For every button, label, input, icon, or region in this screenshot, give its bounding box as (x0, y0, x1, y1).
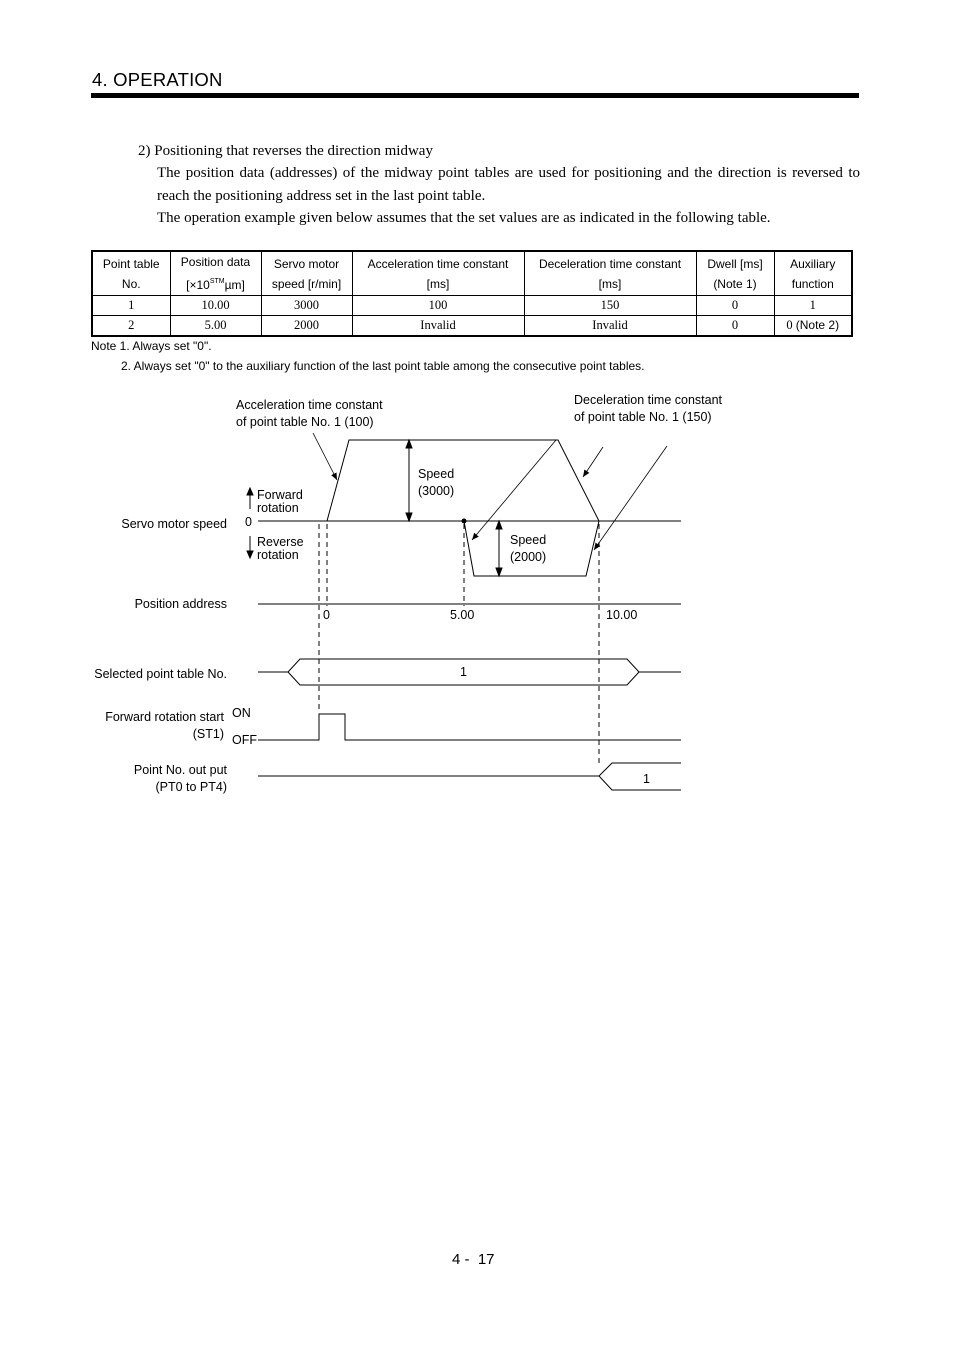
table-row (92, 316, 852, 337)
table-cell: 5.00 (170, 316, 261, 337)
st1-label: (ST1) (192, 727, 224, 741)
decel-leader-line-3 (594, 446, 667, 550)
section-title: 4. OPERATION (92, 69, 223, 90)
reverse-arrow-icon (247, 551, 253, 558)
note-2: 2. Always set "0" to the auxiliary function of the last point table among the consecutive point tables. (121, 359, 645, 373)
table-cell: Invalid (524, 316, 696, 337)
decel-leader-line-1 (472, 440, 556, 540)
paragraph-2: The operation example given below assumes that the set values are as indicated in the following table. (157, 210, 771, 226)
item-heading: 2) Positioning that reverses the direction midway (138, 143, 433, 159)
table-cell: 0 (696, 316, 774, 337)
off-label: OFF (232, 733, 257, 747)
forward-arrow-icon (247, 488, 253, 495)
paragraph-1: The position data (addresses) of the midway point tables are used for positioning and the direction is reversed to reach the positioning address set in the last point table. (157, 165, 860, 204)
table-row (92, 296, 852, 316)
decel-label-line1: Deceleration time constant (574, 393, 722, 407)
selected-point-table-value: 1 (460, 665, 467, 679)
title-rule (91, 93, 859, 98)
pt0-pt4-label: (PT0 to PT4) (155, 780, 227, 794)
reverse-rotation-label-line2: rotation (257, 548, 299, 562)
leader-lines (313, 433, 667, 550)
page-number: 4 - 17 (452, 1251, 495, 1268)
reverse-speed-trapezoid (464, 521, 599, 576)
th-auxiliary-function: Auxiliary function (774, 251, 852, 296)
table-header-row (92, 251, 852, 296)
speed-3000-label-line1: Speed (418, 467, 455, 481)
th-deceleration-time-constant: Deceleration time constant [ms] (524, 251, 696, 296)
reverse-rotation-label-line1: Reverse (257, 535, 304, 549)
table-cell: 150 (524, 296, 696, 316)
position-tick-5-00: 5.00 (450, 608, 475, 622)
table-cell: 2000 (261, 316, 352, 337)
th-acceleration-time-constant: Acceleration time constant [ms] (352, 251, 524, 296)
servo-motor-speed-label: Servo motor speed (121, 517, 227, 531)
table-cell: 0 (696, 296, 774, 316)
forward-rotation-start-label: Forward rotation start (105, 710, 224, 724)
speed-3000-label-line2: (3000) (418, 484, 455, 498)
table-cell: 2 (92, 316, 170, 337)
forward-rotation-label-line1: Forward (257, 488, 303, 502)
point-no-output-label: Point No. out put (133, 763, 227, 777)
th-point-table-no: Point table No. (92, 251, 170, 296)
decel-label-line2: of point table No. 1 (150) (574, 410, 712, 424)
note-1: Note 1. Always set "0". (91, 339, 212, 353)
forward-speed-trapezoid (327, 440, 599, 521)
point-table (91, 250, 853, 337)
position-address-label: Position address (134, 597, 227, 611)
decel-leader-line-2 (583, 447, 603, 477)
table-cell: 10.00 (170, 296, 261, 316)
timing-guides (319, 524, 599, 764)
speed-2000-label-line2: (2000) (510, 550, 547, 564)
timing-chart (0, 380, 954, 810)
st1-pulse (258, 714, 681, 740)
table-cell: 0 (Note 2) (774, 316, 852, 337)
reversal-point-dot (462, 519, 467, 524)
speed-dimension-arrows (406, 440, 502, 576)
speed-zero-label: 0 (245, 515, 252, 529)
forward-rotation-label-line2: rotation (257, 501, 299, 515)
table-cell: 100 (352, 296, 524, 316)
position-tick-0: 0 (323, 608, 330, 622)
speed-2000-label-line1: Speed (510, 533, 547, 547)
th-position-data: Position data $[\times 10^{STM}\mu m]$ (170, 251, 261, 296)
point-output-bus (258, 763, 681, 790)
accel-label-line1: Acceleration time constant (236, 398, 383, 412)
note-2-ref: (Note 2) (795, 318, 840, 332)
selected-point-table-label: Selected point table No. (94, 667, 227, 681)
th-servo-motor-speed: Servo motor speed [r/min] (261, 251, 352, 296)
point-output-value: 1 (643, 772, 650, 786)
th-dwell: Dwell [ms] (Note 1) (696, 251, 774, 296)
speed-waveform (258, 440, 681, 576)
selected-point-table-bus (258, 659, 681, 685)
on-label: ON (232, 706, 251, 720)
position-tick-10-00: 10.00 (606, 608, 638, 622)
table-cell: 1 (92, 296, 170, 316)
table-cell: Invalid (352, 316, 524, 337)
accel-leader-line (313, 433, 337, 480)
table-cell: 3000 (261, 296, 352, 316)
accel-label-line2: of point table No. 1 (100) (236, 415, 374, 429)
table-cell: 1 (774, 296, 852, 316)
